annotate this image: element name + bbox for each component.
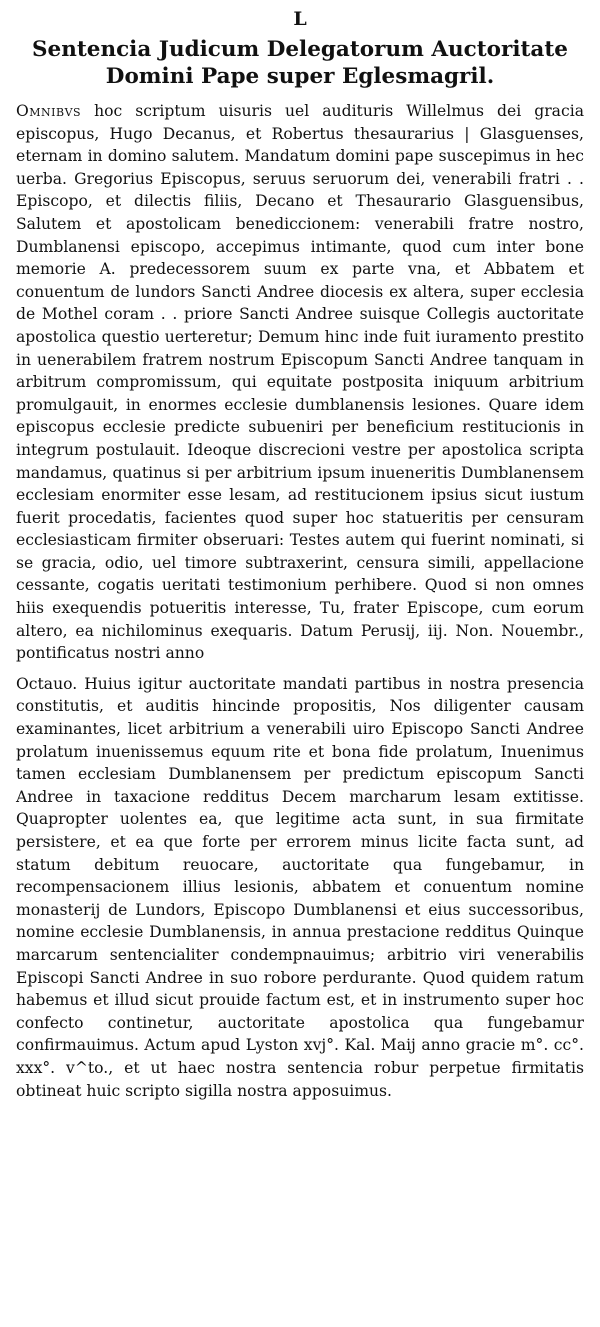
charter-title: Sentencia Judicum Delegatorum Auctoritate Domini Pape super Eglesmagril. [32,37,568,89]
charter-numeral: L [293,8,307,30]
paragraph-1-lead: Omnibvs [16,102,82,120]
paragraph-1 [16,100,584,665]
papal-mandate-text: Gregorius Episcopus, seruus seruorum dei, venerabili fratri . . Episcopo, et dilectis filiis, Decano et Thesaurario Glasguensibus, Salutem et apostolicam benediccionem: venerabili fratre nostro, Dumblanensi episcopo, accepimus intimante, quod cum inter bone memorie A. predecessorem suum ex parte vna, et Abbatem et conuentum de lundors Sancti Andree diocesis ex altera, super ecclesia de Mothel coram . . priore Sancti Andree suisque Collegis auctoritate apostolica questio uerteretur; Demum hinc inde fuit iuramento prestito in uenerabilem fratrem nostrum Episcopum Sancti Andree tanquam in arbitrum compromissum, qui equitate postposita iniquum arbitrium promulgauit, in enormes ecclesie dumblanensis lesiones. Quare idem episcopus ecclesie predicte subueniri per beneficium restitucionis in integrum postulauit. Ideoque discrecioni vestre per apostolica scripta mandamus, quatinus si per arbitrium ipsum inueneritis Dumblanensem ecclesiam enormiter esse lesam, ad restitucionem ipsius sicut iustum fuerit procedatis, facientes quod super hoc statueritis per censuram ecclesiasticam firmiter obseruari: Testes autem qui fuerint nominati, si se gracia, odio, uel timore subtraxerint, censura simili, appellacione cessante, cogatis ueritati testimonium perhibere. Quod si non omnes hiis exequendis potueritis interesse, Tu, frater Episcope, cum eorum altero, ea nichilominus exequaris. Datum Perusij, iij. Non. Nouembr., pontificatus nostri anno [16,169,584,663]
paragraph-1-text: hoc scriptum uisuris uel audituris Willelmus dei gracia episcopus, Hugo Decanus, et Robertus thesaurarius | Glasguenses, eternam in domino salutem. Mandatum domini pape suscepimus in hec uerba. [16,102,584,188]
paragraph-2: Octauo. Huius igitur auctoritate mandati partibus in nostra presencia constitutis, et auditis hincinde propositis, Nos diligenter causam examinantes, licet arbitrium a venerabili uiro Episcopo Sancti Andree prolatum inuenissemus equum rite et bona fide prolatum, Inuenimus tamen ecclesiam Dumblanensem per predictum episcopum Sancti Andree in taxacione redditus Decem marcharum lesam extitisse. Quapropter uolentes ea, que legitime acta sunt, in sua firmitate persistere, et ea que forte per errorem minus licite facta sunt, ad statum debitum reuocare, auctoritate qua fungebamur, in recompensacionem illius lesionis, abbatem et conuentum nomine monasterij de Lundors, Episcopo Dumblanensi et eius successoribus, nomine ecclesie Dumblanensis, in annua prestacione redditus Quinque marcarum sentencialiter condempnauimus; arbitrio viri venerabilis Episcopi Sancti Andree in suo robore perdurante. Quod quidem ratum habemus et illud sicut prouide factum est, et in instrumento super hoc confecto continetur, auctoritate apostolica qua fungebamur confirmauimus. Actum apud Lyston xvj°. Kal. Maij anno gracie m°. cc°. xxx°. v^to., et ut haec nostra sentencia robur perpetue firmitatis obtineat huic scripto sigilla nostra apposuimus. [16,674,584,1100]
